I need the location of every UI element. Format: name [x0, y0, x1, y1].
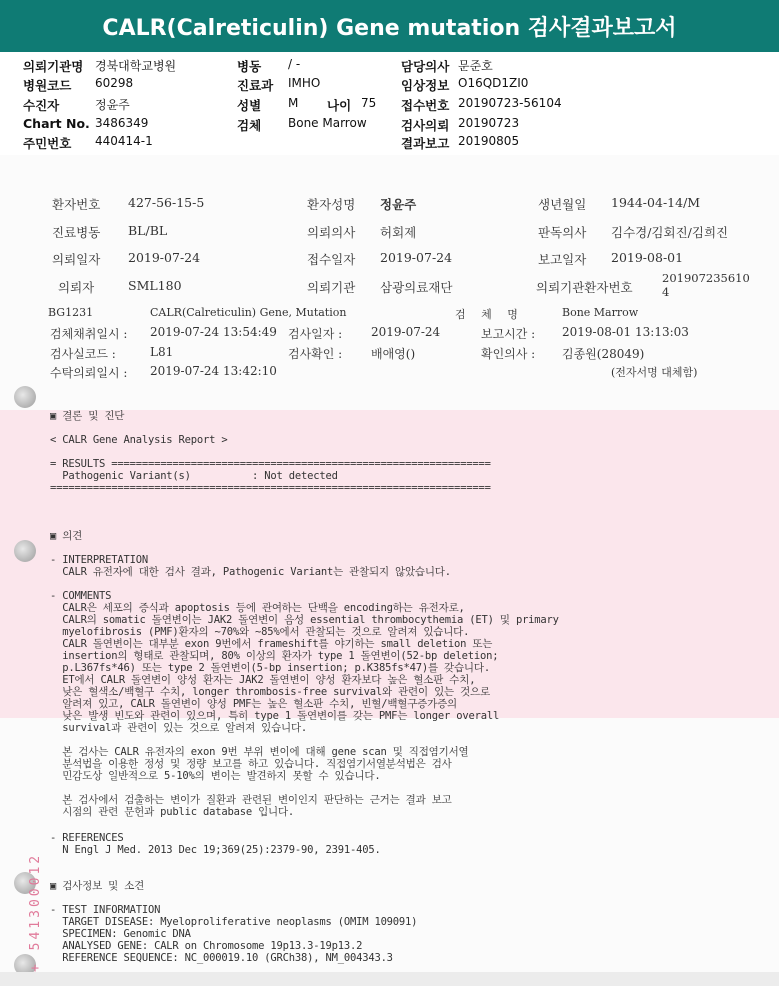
scan-value-patient-name: 정윤주 [380, 197, 417, 212]
test-info-line: ANALYSED GENE: CALR on Chromosome 19p13.3-19p13.2 [50, 940, 363, 952]
comment-line: insertion의 형태로 관찰되며, 80% 이상의 환자가 type 1 돌연변이(52-bp deletion; [50, 650, 499, 662]
label-department: 진료과 [237, 78, 274, 93]
comment-line: 본 검사는 CALR 유전자의 exon 9번 부위 변이에 대해 gene scan 및 직접염기서열 [50, 746, 469, 758]
scan-value-requesting-institution: 삼광의료재단 [380, 280, 453, 295]
label-hospital-code: 병원코드 [23, 78, 72, 93]
comment-line: p.L367fs*46) 또는 type 2 돌연변이(5-bp insertion; p.K385fs*47)를 갖습니다. [50, 662, 490, 674]
value-receipt-no: 20190723-56104 [458, 96, 562, 110]
scan-bg-code: BG1231 [48, 306, 94, 319]
scan-value-patient-no: 427-56-15-5 [128, 195, 205, 210]
test-info-line: REFERENCE SEQUENCE: NC_000019.10 (GRCh38), NM_004343.3 [50, 952, 393, 964]
comment-line: 낮은 발생 빈도와 관련이 있으며, 특히 type 1 돌연변이를 갖는 PMF는 longer overall [50, 710, 500, 722]
scan-value-report-time: 2019-08-01 13:13:03 [562, 325, 689, 339]
scan-label-requesting-institution: 의뢰기관 [307, 280, 356, 295]
margin-barcode-number: + 541300012 [28, 852, 43, 972]
label-ward: 병동 [237, 59, 262, 74]
comment-line: survival과 관련이 있는 것으로 알려져 있습니다. [50, 722, 308, 734]
scan-esign-note: (전자서명 대체함) [611, 366, 698, 379]
comment-line: 본 검사에서 검출하는 변이가 질환과 관련된 변이인지 판단하는 근거는 결과 보고 [50, 794, 452, 806]
comment-line: ET에서 CALR 돌연변이 양성 환자는 JAK2 돌연변이 양성 환자보다 높은 혈소판 수치, [50, 674, 476, 686]
interpretation-title: - INTERPRETATION [50, 554, 148, 566]
comment-line: 분석법을 이용한 정성 및 정량 보고를 하고 있습니다. 직접염기서열분석법은 검사 [50, 758, 452, 770]
value-chart-no: 3486349 [95, 116, 149, 130]
scan-value-collection-time: 2019-07-24 13:54:49 [150, 325, 277, 339]
value-result-report: 20190805 [458, 134, 520, 148]
comment-line: CALR의 somatic 돌연변이는 JAK2 돌연변이 음성 essential thrombocythemia (ET) 및 primary [50, 614, 559, 626]
label-test-request: 검사의뢰 [401, 118, 450, 133]
test-info-line: - TEST INFORMATION [50, 904, 161, 916]
label-patient: 수진자 [23, 98, 60, 113]
label-result-report: 결과보고 [401, 136, 450, 151]
scan-label-confirm-doctor: 확인의사 : [481, 347, 536, 361]
scan-value-request-date: 2019-07-24 [128, 250, 201, 265]
value-age: 75 [361, 96, 377, 110]
scan-label-consignment-time: 수탁의뢰일시 : [50, 366, 128, 380]
scan-label-reading-doctor: 판독의사 [538, 225, 587, 240]
test-info-line: TARGET DISEASE: Myeloproliferative neoplasms (OMIM 109091) [50, 916, 418, 928]
pathogenic-variant-result: Pathogenic Variant(s) : Not detected [50, 470, 338, 482]
scan-value-receipt-date: 2019-07-24 [380, 250, 453, 265]
value-clinical-info: O16QD1ZI0 [458, 76, 529, 90]
comment-line: 낮은 혈색소/백혈구 수치, longer thrombosis-free survival와 관련이 있는 것으로 [50, 686, 490, 698]
scan-label-report-time: 보고시간 : [481, 327, 536, 341]
label-sex: 성별 [237, 98, 262, 113]
report-subtitle: < CALR Gene Analysis Report > [50, 434, 228, 446]
scan-test-name: CALR(Calreticulin) Gene, Mutation [150, 306, 347, 319]
scan-label-request-date: 의뢰일자 [52, 252, 101, 267]
comment-line: 시점의 관련 문헌과 public database 입니다. [50, 806, 295, 818]
scan-value-institution-patient-no-2: 4 [662, 285, 670, 299]
section-conclusion-heading: ▣ 결론 및 진단 [50, 410, 125, 422]
punch-hole-icon [14, 386, 36, 408]
scan-label-collection-time: 검체채취일시 : [50, 327, 128, 341]
scan-value-ward: BL/BL [128, 223, 168, 238]
value-requesting-institution: 경북대학교병원 [95, 59, 177, 73]
label-resident-no: 주민번호 [23, 136, 72, 151]
comment-line: CALR 돌연변이는 대부분 exon 9번에서 frameshift를 야기하는 small deletion 또는 [50, 638, 493, 650]
label-clinical-info: 임상정보 [401, 78, 450, 93]
value-patient: 정윤주 [95, 98, 130, 112]
scan-label-patient-no: 환자번호 [52, 197, 101, 212]
section-test-info-heading: ▣ 검사정보 및 소견 [50, 880, 145, 892]
interpretation-text: CALR 유전자에 대한 검사 결과, Pathogenic Variant는 관찰되지 않았습니다. [50, 566, 451, 578]
header-info [0, 0, 779, 150]
references-title: - REFERENCES [50, 832, 124, 844]
scan-label-report-date: 보고일자 [538, 252, 587, 267]
value-sex: M [288, 96, 299, 110]
comment-line: myelofibrosis (PMF)환자의 ~70%와 ~85%에서 관찰되는 것으로 알려져 있습니다. [50, 626, 470, 638]
results-divider: = RESULTS ============================================================== [50, 458, 491, 470]
scan-label-patient-name: 환자성명 [307, 197, 356, 212]
scan-value-confirm-doctor: 김종원(28049) [562, 347, 645, 361]
scan-label-test-date: 검사일자 : [288, 327, 343, 341]
scan-specimen-value: Bone Marrow [562, 306, 639, 319]
section-opinion-heading: ▣ 의견 [50, 530, 83, 542]
value-test-request: 20190723 [458, 116, 520, 130]
label-age: 나이 [327, 98, 352, 113]
comment-line: 알려져 있고, CALR 돌연변이 양성 PMF는 높은 혈소판 수치, 빈혈/백혈구증가증의 [50, 698, 457, 710]
label-physician: 담당의사 [401, 59, 450, 74]
results-divider-end: ======================================================================== [50, 482, 491, 494]
scan-label-institution-patient-no: 의뢰기관환자번호 [536, 280, 633, 295]
test-info-line: SPECIMEN: Genomic DNA [50, 928, 191, 940]
scan-value-institution-patient-no-1: 201907235610 [662, 271, 750, 285]
label-chart-no: Chart No. [23, 116, 90, 131]
scan-label-receipt-date: 접수일자 [307, 252, 356, 267]
scan-label-requester: 의뢰자 [58, 280, 95, 295]
label-receipt-no: 접수번호 [401, 98, 450, 113]
scan-label-requesting-doctor: 의뢰의사 [307, 225, 356, 240]
scan-value-lab-code: L81 [150, 345, 174, 359]
punch-hole-icon [14, 540, 36, 562]
comment-line: CALR은 세포의 증식과 apoptosis 등에 관여하는 단백을 encoding하는 유전자로, [50, 602, 465, 614]
scan-value-report-date: 2019-08-01 [611, 250, 684, 265]
value-department: IMHO [288, 76, 321, 90]
scan-label-ward: 진료병동 [52, 225, 101, 240]
label-specimen: 검체 [237, 118, 262, 133]
scan-label-test-confirm: 검사확인 : [288, 347, 343, 361]
value-ward: / - [288, 57, 301, 71]
scan-value-test-date: 2019-07-24 [371, 325, 441, 339]
scan-value-requester: SML180 [128, 278, 182, 293]
value-physician: 문준호 [458, 59, 493, 73]
report-title: CALR(Calreticulin) Gene mutation 검사결과보고서 [102, 15, 677, 41]
value-hospital-code: 60298 [95, 76, 134, 90]
label-requesting-institution: 의뢰기관명 [23, 59, 84, 74]
scan-value-birthdate: 1944-04-14/M [611, 195, 701, 210]
value-resident-no: 440414-1 [95, 134, 153, 148]
value-specimen: Bone Marrow [288, 116, 367, 130]
scan-value-test-confirm: 배애영() [371, 347, 416, 361]
scan-value-consignment-time: 2019-07-24 13:42:10 [150, 364, 277, 378]
references-text: N Engl J Med. 2013 Dec 19;369(25):2379-90, 2391-405. [50, 844, 381, 856]
scan-value-requesting-doctor: 허회제 [380, 225, 417, 240]
comments-title: - COMMENTS [50, 590, 112, 602]
comment-line: 민감도상 일반적으로 5-10%의 변이는 발견하지 못할 수 있습니다. [50, 770, 381, 782]
bottom-edge [0, 972, 779, 986]
scan-label-lab-code: 검사실코드 : [50, 347, 116, 361]
scan-specimen-label: 검 체 명 [455, 308, 524, 321]
scan-label-birthdate: 생년월일 [538, 197, 587, 212]
scan-value-reading-doctor: 김수경/김회진/김희진 [611, 225, 729, 240]
